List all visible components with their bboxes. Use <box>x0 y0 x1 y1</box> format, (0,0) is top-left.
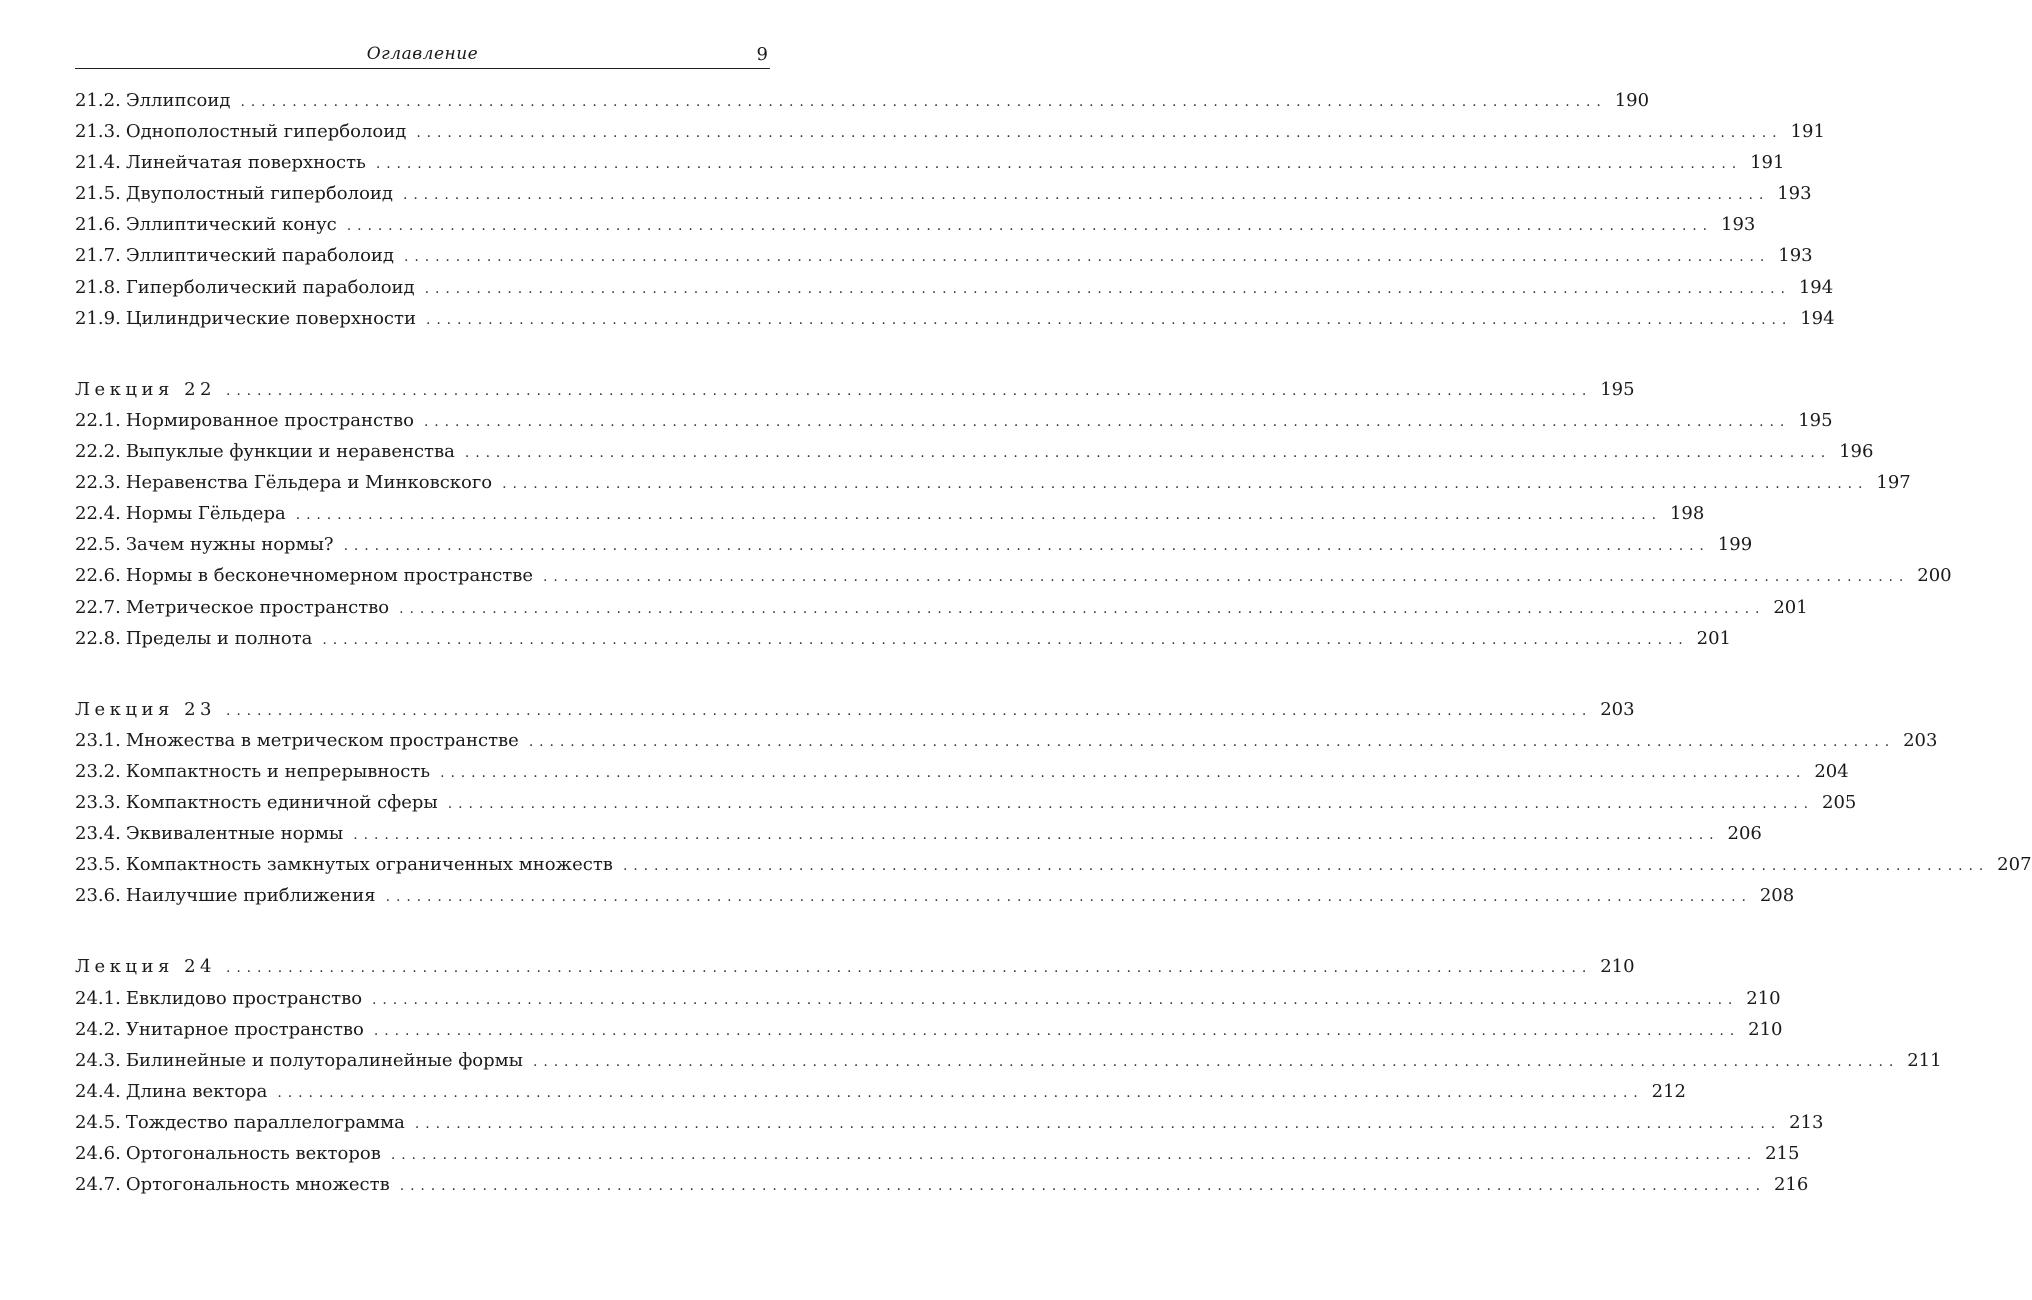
dot-leader: .................................................................................................................................... <box>346 218 1713 234</box>
toc-entry-page: 198 <box>1669 503 1705 524</box>
toc-entry-number: 24.3. <box>75 1050 121 1071</box>
toc-entry-page: 210 <box>1746 988 1781 1009</box>
toc-entry-title: Ортогональность множеств <box>125 1174 390 1195</box>
dot-leader: .................................................................................................................................... <box>385 889 1752 905</box>
toc-lecture-heading[interactable] <box>75 379 1635 407</box>
toc-entry-title: Компактность и непрерывность <box>125 761 431 782</box>
toc-entry-title: Унитарное пространство <box>125 1019 364 1040</box>
toc-entry-page: 213 <box>1789 1112 1824 1133</box>
dot-leader: .................................................................................................................................... <box>528 734 1896 750</box>
toc-entry-title: Эллипсоид <box>125 90 231 111</box>
toc-entry[interactable] <box>75 410 1833 438</box>
toc-entry[interactable] <box>75 988 1781 1016</box>
toc-entry-number: 22.7. <box>75 597 121 618</box>
toc-entry[interactable] <box>75 183 1812 211</box>
toc-entry[interactable] <box>75 565 1952 593</box>
toc-entry[interactable] <box>75 597 1808 625</box>
toc-entry-number: 23.1. <box>75 730 121 751</box>
dot-leader: .................................................................................................................................... <box>373 1023 1741 1039</box>
dot-leader: .................................................................................................................................... <box>424 281 1791 297</box>
toc-entry-title: Наилучшие приближения <box>125 885 376 906</box>
toc-entry-page: 197 <box>1876 472 1911 493</box>
toc-entry-page: 204 <box>1814 761 1849 782</box>
toc-entry-number: 21.6. <box>75 214 121 235</box>
toc-entry-number: 23.5. <box>75 854 121 875</box>
toc-entry[interactable] <box>75 1081 1687 1109</box>
dot-leader: .................................................................................................................................... <box>447 796 1814 812</box>
toc-entry[interactable] <box>75 730 1938 758</box>
toc-entry-title: Однополостный гиперболоид <box>125 121 407 142</box>
toc-entry-number: 23.4. <box>75 823 121 844</box>
lecture-title: Лекция 22 <box>75 379 216 400</box>
dot-leader: .................................................................................................................................... <box>225 960 1593 976</box>
dot-leader: .................................................................................................................................... <box>240 94 1607 110</box>
toc-entry-page: 199 <box>1717 534 1753 555</box>
toc-entry-number: 22.2. <box>75 441 121 462</box>
toc-entry-page: 191 <box>1750 152 1785 173</box>
toc-entry[interactable] <box>75 761 1849 789</box>
toc-entry-page: 210 <box>1600 956 1635 977</box>
toc-entry-number: 24.7. <box>75 1174 121 1195</box>
toc-entry-title: Пределы и полнота <box>125 628 313 649</box>
toc-entry-page: 207 <box>1997 854 2032 875</box>
toc-entry-number: 22.1. <box>75 410 121 431</box>
toc-entry-number: 24.1. <box>75 988 121 1009</box>
dot-leader: .................................................................................................................................... <box>402 187 1770 203</box>
toc-entry-title: Цилиндрические поверхности <box>125 308 416 329</box>
toc-entry[interactable] <box>75 277 1834 305</box>
header-title: Оглавление <box>366 44 479 64</box>
toc-entry-number: 24.5. <box>75 1112 121 1133</box>
toc-entry-number: 21.5. <box>75 183 121 204</box>
toc-entry-title: Зачем нужны нормы? <box>125 534 334 555</box>
toc-entry-number: 21.9. <box>75 308 121 329</box>
toc-entry-title: Нормы Гёльдера <box>125 503 286 524</box>
toc-entry[interactable] <box>75 1050 1942 1078</box>
toc-entry-page: 203 <box>1903 730 1938 751</box>
header-page-number: 9 <box>756 44 768 65</box>
toc-entry-title: Эллиптический параболоид <box>125 245 395 266</box>
toc-entry-title: Линейчатая поверхность <box>125 152 366 173</box>
toc-entry[interactable] <box>75 628 1732 656</box>
toc-entry[interactable] <box>75 823 1762 851</box>
toc-entry-page: 193 <box>1777 183 1812 204</box>
toc-entry[interactable] <box>75 472 1911 500</box>
toc-entry[interactable] <box>75 1143 1800 1171</box>
dot-leader: .................................................................................................................................... <box>416 125 1783 141</box>
toc-entry-page: 194 <box>1798 277 1834 298</box>
lecture-title: Лекция 23 <box>75 699 216 720</box>
dot-leader: .................................................................................................................................... <box>423 414 1791 430</box>
dot-leader: .................................................................................................................................... <box>343 538 1710 554</box>
dot-leader: .................................................................................................................................... <box>502 476 1869 492</box>
toc-entry-number: 21.8. <box>75 277 121 298</box>
toc-entry-page: 205 <box>1822 792 1857 813</box>
toc-entry-page: 196 <box>1839 441 1874 462</box>
dot-leader: .................................................................................................................................... <box>225 703 1593 719</box>
toc-entry-number: 21.7. <box>75 245 121 266</box>
dot-leader: .................................................................................................................................... <box>440 765 1807 781</box>
toc-entry-number: 22.6. <box>75 565 121 586</box>
lecture-title: Лекция 24 <box>75 956 216 977</box>
toc-entry-page: 193 <box>1721 214 1756 235</box>
dot-leader: .................................................................................................................................... <box>543 569 1910 585</box>
toc-entry-title: Евклидово пространство <box>125 988 363 1009</box>
toc-entry-number: 21.4. <box>75 152 121 173</box>
dot-leader: .................................................................................................................................... <box>425 312 1793 328</box>
toc-entry-page: 212 <box>1651 1081 1687 1102</box>
dot-leader: .................................................................................................................................... <box>399 1178 1766 1194</box>
toc-entry[interactable] <box>75 308 1835 336</box>
toc-entry-number: 21.2. <box>75 90 121 111</box>
toc-entry-title: Двуполостный гиперболоид <box>125 183 393 204</box>
toc-entry-page: 208 <box>1759 885 1795 906</box>
toc-entry-page: 201 <box>1773 597 1808 618</box>
toc-entry[interactable] <box>75 214 1756 242</box>
toc-entry-page: 200 <box>1917 565 1952 586</box>
dot-leader: .................................................................................................................................... <box>277 1085 1644 1101</box>
toc-entry-title: Метрическое пространство <box>125 597 390 618</box>
toc-entry-number: 22.5. <box>75 534 121 555</box>
toc-entry[interactable] <box>75 534 1753 562</box>
toc-entry[interactable] <box>75 1019 1783 1047</box>
dot-leader: .................................................................................................................................... <box>390 1147 1758 1163</box>
toc-entry-number: 21.3. <box>75 121 121 142</box>
dot-leader: .................................................................................................................................... <box>322 632 1689 648</box>
toc-entry-number: 24.6. <box>75 1143 121 1164</box>
toc-entry-number: 22.8. <box>75 628 121 649</box>
toc-entry[interactable] <box>75 1174 1809 1202</box>
toc-entry[interactable] <box>75 152 1785 180</box>
toc-entry-number: 24.4. <box>75 1081 121 1102</box>
toc-entry-page: 195 <box>1798 410 1833 431</box>
toc-entry-page: 190 <box>1614 90 1650 111</box>
toc-lecture-heading[interactable] <box>75 956 1635 984</box>
running-header <box>75 44 770 69</box>
dot-leader: .................................................................................................................................... <box>399 601 1766 617</box>
toc-entry-page: 201 <box>1696 628 1732 649</box>
dot-leader: .................................................................................................................................... <box>404 249 1771 265</box>
toc-entry-title: Билинейные и полуторалинейные формы <box>125 1050 523 1071</box>
toc-entry-page: 206 <box>1727 823 1762 844</box>
toc-entry-page: 195 <box>1600 379 1635 400</box>
toc-entry-title: Длина вектора <box>125 1081 268 1102</box>
toc-entry-page: 194 <box>1800 308 1835 329</box>
toc-entry-page: 210 <box>1748 1019 1783 1040</box>
toc-entry-title: Множества в метрическом пространстве <box>125 730 519 751</box>
toc-entry-title: Эллиптический конус <box>125 214 337 235</box>
toc-entry-page: 215 <box>1765 1143 1800 1164</box>
toc-entry-title: Нормы в бесконечномерном пространстве <box>125 565 534 586</box>
toc-entry-title: Компактность замкнутых ограниченных множеств <box>125 854 613 875</box>
dot-leader: .................................................................................................................................... <box>622 858 1990 874</box>
dot-leader: .................................................................................................................................... <box>295 507 1662 523</box>
toc-entry-title: Неравенства Гёльдера и Минковского <box>125 472 493 493</box>
toc-entry-number: 22.4. <box>75 503 121 524</box>
toc-entry-number: 23.6. <box>75 885 121 906</box>
dot-leader: .................................................................................................................................... <box>375 156 1743 172</box>
toc-entry-page: 216 <box>1773 1174 1809 1195</box>
toc-entry-number: 23.2. <box>75 761 121 782</box>
dot-leader: .................................................................................................................................... <box>533 1054 1900 1070</box>
toc-entry-number: 24.2. <box>75 1019 121 1040</box>
toc-entry[interactable] <box>75 854 2032 882</box>
toc-entry[interactable] <box>75 792 1857 820</box>
toc-entry-page: 211 <box>1907 1050 1942 1071</box>
dot-leader: .................................................................................................................................... <box>464 445 1832 461</box>
toc-entry-page: 191 <box>1790 121 1825 142</box>
toc-entry-number: 22.3. <box>75 472 121 493</box>
toc-entry[interactable] <box>75 1112 1824 1140</box>
toc-entry[interactable] <box>75 441 1874 469</box>
toc-entry-title: Эквивалентные нормы <box>125 823 344 844</box>
dot-leader: .................................................................................................................................... <box>414 1116 1782 1132</box>
toc-lecture-heading[interactable] <box>75 699 1635 727</box>
dot-leader: .................................................................................................................................... <box>372 992 1739 1008</box>
toc-entry[interactable] <box>75 90 1650 118</box>
toc-entry[interactable] <box>75 121 1825 149</box>
toc-entry-title: Ортогональность векторов <box>125 1143 381 1164</box>
toc-entry-title: Компактность единичной сферы <box>125 792 438 813</box>
toc-entry-title: Гиперболический параболоид <box>125 277 415 298</box>
toc-entry[interactable] <box>75 503 1705 531</box>
toc-entry[interactable] <box>75 245 1813 273</box>
toc-entry-page: 203 <box>1600 699 1635 720</box>
dot-leader: .................................................................................................................................... <box>353 827 1720 843</box>
dot-leader: .................................................................................................................................... <box>225 383 1593 399</box>
toc-entry-title: Нормированное пространство <box>125 410 414 431</box>
toc-entry-number: 23.3. <box>75 792 121 813</box>
toc-entry-page: 193 <box>1778 245 1813 266</box>
toc-entry-title: Выпуклые функции и неравенства <box>125 441 455 462</box>
toc-entry[interactable] <box>75 885 1795 913</box>
toc-entry-title: Тождество параллелограмма <box>125 1112 405 1133</box>
